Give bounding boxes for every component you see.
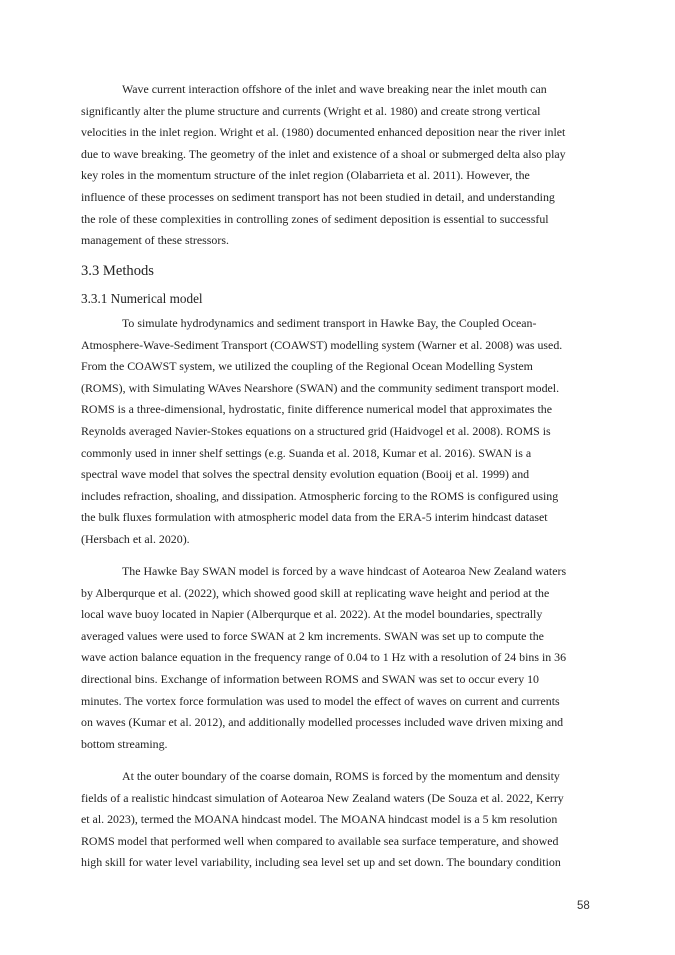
- text-line: includes refraction, shoaling, and dissipation. Atmospheric forcing to the ROMS is configured using: [81, 488, 559, 503]
- text-line: influence of these processes on sediment transport has not been studied in detail, and understanding: [81, 189, 555, 204]
- text-line: fields of a realistic hindcast simulation of Aotearoa New Zealand waters (De Souza et al. 2022, Kerry: [81, 790, 564, 805]
- text-line: To simulate hydrodynamics and sediment transport in Hawke Bay, the Coupled Ocean-: [122, 316, 537, 330]
- text-line: bottom streaming.: [81, 736, 168, 751]
- paragraph-intro: [81, 79, 593, 252]
- text-line: From the COAWST system, we utilized the coupling of the Regional Ocean Modelling System: [81, 359, 533, 374]
- text-line: by Alberqurque et al. (2022), which showed good skill at replicating wave height and period at the: [81, 585, 550, 600]
- text-line: ROMS model that performed well when compared to available sea surface temperature, and showed: [81, 833, 559, 848]
- text-line: directional bins. Exchange of information between ROMS and SWAN was set to occur every 10: [81, 671, 540, 686]
- text-line: management of these stressors.: [81, 233, 229, 248]
- text-line: the role of these complexities in controlling zones of sediment deposition is essential to successful: [81, 211, 549, 226]
- text-line: At the outer boundary of the coarse domain, ROMS is forced by the momentum and density: [122, 769, 560, 783]
- section-heading: 3.3 Methods: [81, 263, 154, 279]
- text-line: key roles in the momentum structure of the inlet region (Olabarrieta et al. 2011). However, the: [81, 168, 530, 183]
- text-line: high skill for water level variability, including sea level set up and set down. The boundary condition: [81, 855, 561, 870]
- text-line: The Hawke Bay SWAN model is forced by a wave hindcast of Aotearoa New Zealand waters: [122, 564, 567, 578]
- text-line: minutes. The vortex force formulation was used to model the effect of waves on current and currents: [81, 693, 560, 708]
- paragraph-swan-forcing: [81, 561, 593, 755]
- text-line: (ROMS), with Simulating WAves Nearshore (SWAN) and the community sediment transport model.: [81, 380, 560, 395]
- subsection-heading: 3.3.1 Numerical model: [81, 291, 203, 306]
- text-line: Atmosphere-Wave-Sediment Transport (COAWST) modelling system (Warner et al. 2008) was used.: [81, 337, 563, 352]
- text-line: significantly alter the plume structure and currents (Wright et al. 1980) and create strong vertical: [81, 103, 541, 118]
- page-number: 58: [577, 900, 590, 912]
- text-line: commonly used in inner shelf settings (e.g. Suanda et al. 2018, Kumar et al. 2016). SWAN is a: [81, 445, 532, 460]
- text-line: (Hersbach et al. 2020).: [81, 531, 190, 546]
- paragraph-roms-boundary: [81, 766, 593, 874]
- text-line: Reynolds averaged Navier-Stokes equations on a structured grid (Haidvogel et al. 2008). ROMS is: [81, 423, 551, 438]
- text-line: Wave current interaction offshore of the inlet and wave breaking near the inlet mouth can: [122, 82, 547, 96]
- text-line: on waves (Kumar et al. 2012), and additionally modelled processes included wave driven mixing and: [81, 715, 564, 730]
- text-line: wave action balance equation in the frequency range of 0.04 to 1 Hz with a resolution of 24 bins in 36: [81, 650, 567, 665]
- text-line: local wave buoy located in Napier (Alberqurque et al. 2022). At the model boundaries, spectrally: [81, 607, 543, 622]
- text-line: due to wave breaking. The geometry of the inlet and existence of a shoal or submerged delta also play: [81, 146, 566, 161]
- paragraph-numerical-model: [81, 313, 593, 551]
- text-line: spectral wave model that solves the spectral density evolution equation (Booij et al. 1999) and: [81, 467, 530, 482]
- text-line: et al. 2023), termed the MOANA hindcast model. The MOANA hindcast model is a 5 km resolution: [81, 812, 558, 827]
- text-line: ROMS is a three-dimensional, hydrostatic, finite difference numerical model that approximates the: [81, 402, 552, 417]
- text-line: averaged values were used to force SWAN at 2 km increments. SWAN was set up to compute the: [81, 628, 544, 643]
- text-line: velocities in the inlet region. Wright et al. (1980) documented enhanced deposition near the river inlet: [81, 125, 566, 140]
- text-line: the bulk fluxes formulation with atmospheric model data from the ERA-5 interim hindcast dataset: [81, 510, 548, 525]
